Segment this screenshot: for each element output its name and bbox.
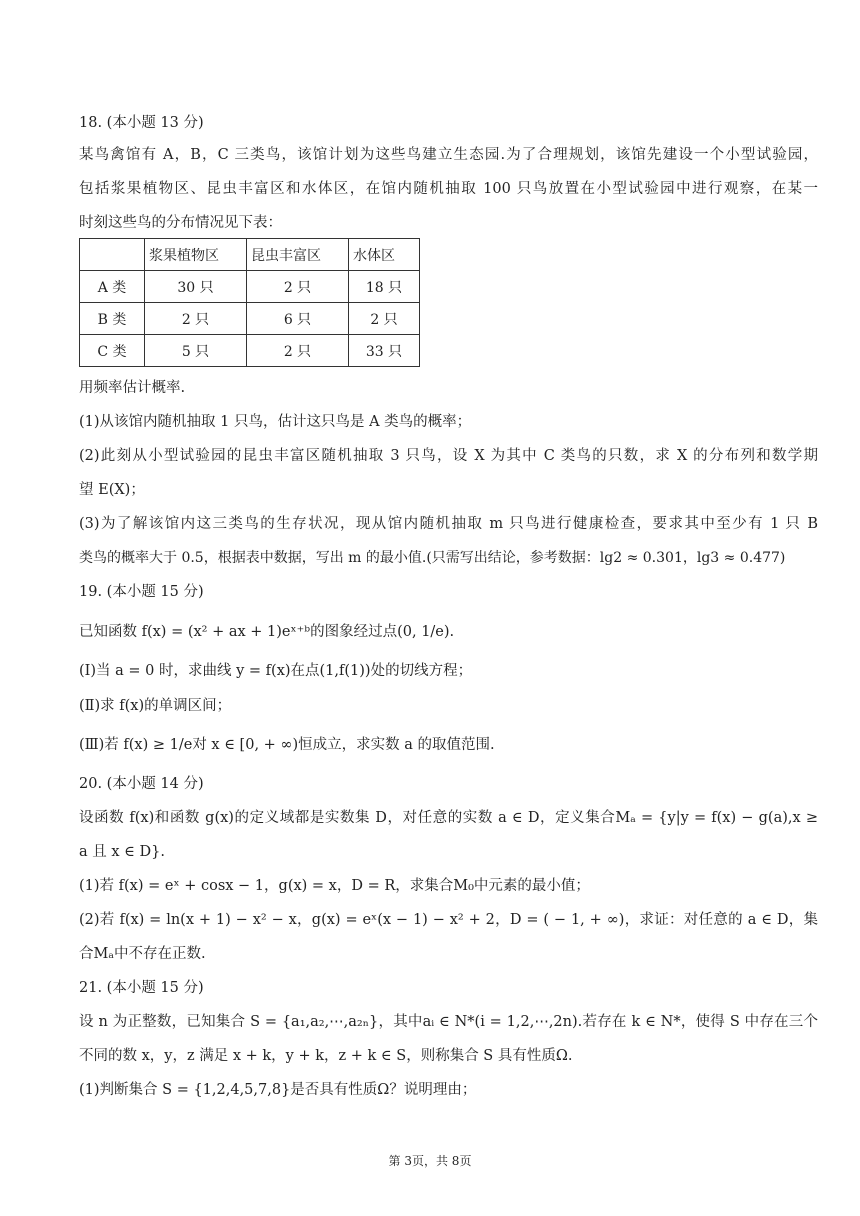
q18-note: 用频率估计概率. xyxy=(79,380,186,396)
table-cell: 2 只 xyxy=(145,303,247,335)
q20-sub-2b: 合Mₐ中不存在正数. xyxy=(79,946,206,962)
q20-text-2: a 且 x ∈ D}. xyxy=(79,844,165,860)
q18-sub-2a: (2)此刻从小型试验园的昆虫丰富区随机抽取 3 只鸟，设 X 为其中 C 类鸟的只数，求 X 的分布列和数学期 xyxy=(79,448,818,464)
q20-header: 20. (本小题 14 分) xyxy=(79,776,204,792)
q21-text-2: 不同的数 x，y，z 满足 x + k，y + k，z + k ∈ S，则称集合 S 具有性质Ω. xyxy=(79,1048,573,1064)
table-header-cell: 水体区 xyxy=(349,239,420,271)
table-row xyxy=(80,303,420,335)
page-footer: 第 3页，共 8页 xyxy=(388,1154,472,1168)
q20-text-1: 设函数 f(x)和函数 g(x)的定义域都是实数集 D，对任意的实数 a ∈ D，定义集合Mₐ = {y|y = f(x) − g(a),x ≥ xyxy=(79,810,818,826)
q19-sub-1: (Ⅰ)当 a = 0 时，求曲线 y = f(x)在点(1,f(1))处的切线方程； xyxy=(79,663,473,679)
table-cell: 5 只 xyxy=(145,335,247,367)
table-cell: 2 只 xyxy=(349,303,420,335)
q21-text-1: 设 n 为正整数，已知集合 S = {a₁,a₂,⋯,a₂ₙ}，其中aᵢ ∈ N*(i = 1,2,⋯,2n).若存在 k ∈ N*，使得 S 中存在三个 xyxy=(79,1014,818,1030)
q21-sub-1: (1)判断集合 S = {1,2,4,5,7,8}是否具有性质Ω？说明理由； xyxy=(79,1082,477,1098)
table-cell: 30 只 xyxy=(145,271,247,303)
table-row xyxy=(80,335,420,367)
table-header-row xyxy=(80,239,420,271)
q18-sub-1: (1)从该馆内随机抽取 1 只鸟，估计这只鸟是 A 类鸟的概率； xyxy=(79,414,472,430)
q18-sub-2b: 望 E(X)； xyxy=(79,482,145,498)
q18-sub-3b: 类鸟的概率大于 0.5，根据表中数据，写出 m 的最小值.(只需写出结论，参考数据：lg2 ≈ 0.301，lg3 ≈ 0.477) xyxy=(79,550,786,566)
q20-sub-1: (1)若 f(x) = eˣ + cosx − 1，g(x) = x，D = R，求集合M₀中元素的最小值； xyxy=(79,878,590,894)
table-cell: 33 只 xyxy=(349,335,420,367)
q19-sub-2: (Ⅱ)求 f(x)的单调区间； xyxy=(79,698,232,714)
q18-text-3: 时刻这些鸟的分布情况见下表： xyxy=(79,215,282,231)
bird-distribution-table xyxy=(79,238,420,367)
table-cell: 2 只 xyxy=(247,335,349,367)
q19-text: 已知函数 f(x) = (x² + ax + 1)eˣ⁺ᵇ的图象经过点(0, 1/e). xyxy=(79,624,455,640)
q18-text-2: 包括浆果植物区、昆虫丰富区和水体区，在馆内随机抽取 100 只鸟放置在小型试验园中进行观察，在某一 xyxy=(79,181,818,197)
q19-sub-3: (Ⅲ)若 f(x) ≥ 1/e对 x ∈ [0, + ∞)恒成立，求实数 a 的取值范围. xyxy=(79,737,495,753)
q20-sub-2a: (2)若 f(x) = ln(x + 1) − x² − x，g(x) = eˣ(x − 1) − x² + 2，D = ( − 1, + ∞)，求证：对任意的 a ∈ D，集 xyxy=(79,912,818,928)
table-row-label: B 类 xyxy=(80,303,145,335)
table-cell: 6 只 xyxy=(247,303,349,335)
table-header-cell: 昆虫丰富区 xyxy=(247,239,349,271)
table-cell xyxy=(80,239,145,271)
table-cell: 2 只 xyxy=(247,271,349,303)
table-row xyxy=(80,271,420,303)
table-header-cell: 浆果植物区 xyxy=(145,239,247,271)
table-row-label: A 类 xyxy=(80,271,145,303)
q18-sub-3a: (3)为了解该馆内这三类鸟的生存状况，现从馆内随机抽取 m 只鸟进行健康检查，要求其中至少有 1 只 B xyxy=(79,516,818,532)
q21-header: 21. (本小题 15 分) xyxy=(79,980,204,996)
q18-text-1: 某鸟禽馆有 A，B，C 三类鸟，该馆计划为这些鸟建立生态园.为了合理规划，该馆先建设一个小型试验园， xyxy=(79,147,818,163)
q19-header: 19. (本小题 15 分) xyxy=(79,584,204,600)
table-row-label: C 类 xyxy=(80,335,145,367)
table-cell: 18 只 xyxy=(349,271,420,303)
q18-header: 18. (本小题 13 分) xyxy=(79,115,204,131)
